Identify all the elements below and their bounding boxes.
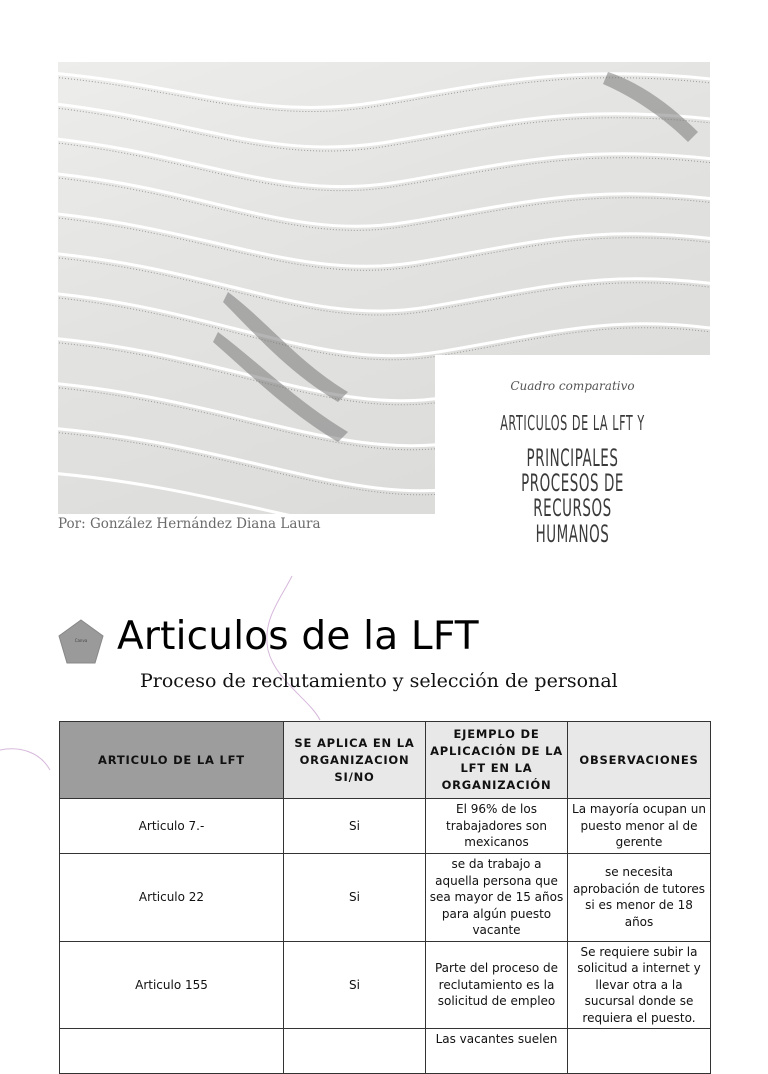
cell-observaciones: La mayoría ocupan un puesto menor al de gerente bbox=[568, 799, 711, 854]
cell-ejemplo: El 96% de los trabajadores son mexicanos bbox=[426, 799, 568, 854]
cell-articulo: Articulo 7.- bbox=[60, 799, 284, 854]
cell-ejemplo: se da trabajo a aquella persona que sea mayor de 15 años para algún puesto vacante bbox=[426, 854, 568, 942]
header-ejemplo: EJEMPLO DE APLICACIÓN DE LA LFT EN LA ORGANIZACIÓN bbox=[426, 722, 568, 799]
table-header-row bbox=[60, 722, 711, 799]
cover-title-card bbox=[435, 355, 710, 548]
cell-articulo: Articulo 22 bbox=[60, 854, 284, 942]
badge-label: Canva bbox=[74, 638, 88, 643]
cell-ejemplo: Parte del proceso de reclutamiento es la solicitud de empleo bbox=[426, 941, 568, 1029]
cover-title-line-1: ARTICULOS DE LA LFT Y bbox=[500, 411, 645, 435]
comparison-table bbox=[59, 721, 711, 1074]
cell-aplica: Si bbox=[284, 854, 426, 942]
section-title: Articulos de la LFT bbox=[117, 614, 479, 659]
table-row bbox=[60, 941, 711, 1029]
section-subtitle: Proceso de reclutamiento y selección de personal bbox=[140, 670, 618, 692]
cover-title-line-3: RECURSOS HUMANOS bbox=[533, 494, 612, 548]
cell-observaciones: se necesita aprobación de tutores si es menor de 18 años bbox=[568, 854, 711, 942]
cell-aplica bbox=[284, 1029, 426, 1074]
cover-title-line-2: PRINCIPALES PROCESOS DE bbox=[521, 444, 624, 498]
header-observaciones: OBSERVACIONES bbox=[568, 722, 711, 799]
cell-observaciones bbox=[568, 1029, 711, 1074]
cover-subtitle: Cuadro comparativo bbox=[510, 379, 635, 393]
author-line: Por: González Hernández Diana Laura bbox=[58, 516, 321, 532]
table-row bbox=[60, 799, 711, 854]
cover-title bbox=[496, 413, 650, 547]
cell-articulo bbox=[60, 1029, 284, 1074]
cell-articulo: Articulo 155 bbox=[60, 941, 284, 1029]
table-row bbox=[60, 854, 711, 942]
cell-observaciones: Se requiere subir la solicitud a internet y llevar otra a la sucursal donde se requiera el puesto. bbox=[568, 941, 711, 1029]
cell-ejemplo: Las vacantes suelen bbox=[426, 1029, 568, 1074]
cell-aplica: Si bbox=[284, 799, 426, 854]
header-articulo: ARTICULO DE LA LFT bbox=[60, 722, 284, 799]
table-row bbox=[60, 1029, 711, 1074]
cell-aplica: Si bbox=[284, 941, 426, 1029]
header-aplica: SE APLICA EN LA ORGANIZACION SI/NO bbox=[284, 722, 426, 799]
